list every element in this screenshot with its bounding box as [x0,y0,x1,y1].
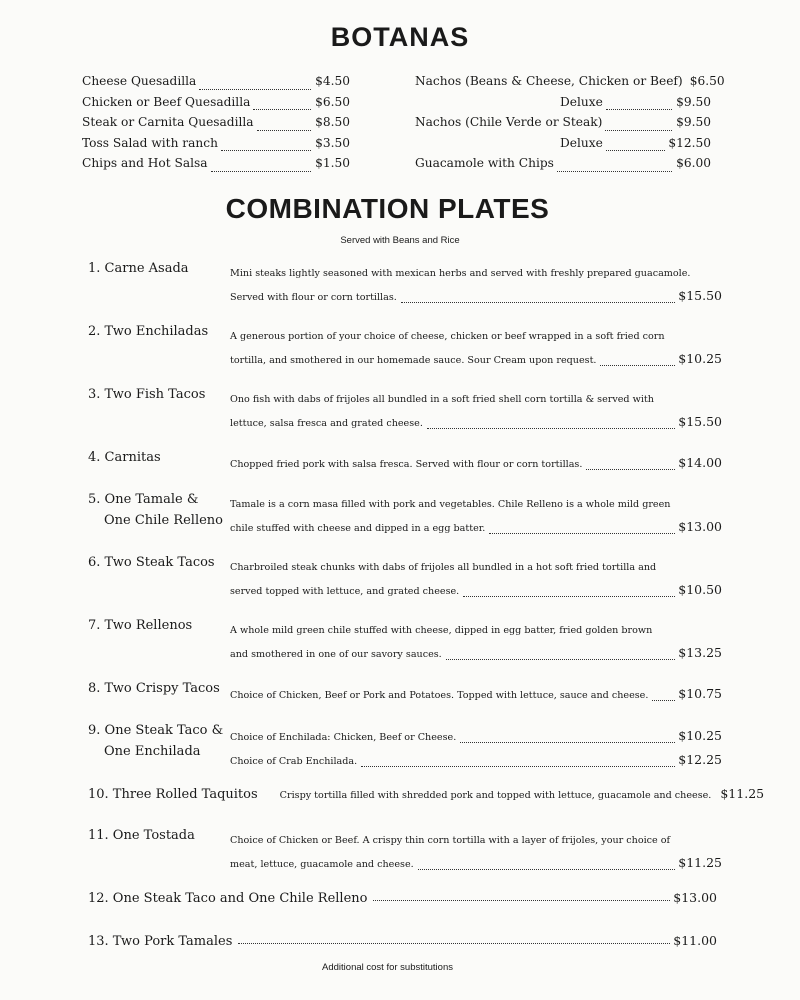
combo-item-price: $13.00 [678,519,722,534]
botanas-item: Nachos (Chile Verde or Steak) $9.50 [415,115,711,129]
combo-item-price: $12.25 [678,752,722,767]
combo-item-price: $11.00 [673,933,717,948]
combo-item-description: Chopped fried pork with salsa fresca. Served with flour or corn tortillas. $14.00 [230,452,722,476]
combo-item-name: 13. Two Pork Tamales [88,934,233,949]
botanas-left-column [82,74,350,177]
combo-item-price: $13.00 [673,890,717,905]
combo-item-name: 2. Two Enchiladas [88,324,209,339]
combo-item-name: 7. Two Rellenos [88,618,193,633]
botanas-item: Deluxe $9.50 [560,94,711,109]
combo-item-description: Charbroiled steak chunks with dabs of frijoles all bundled in a hot soft fried tortilla and served topped with lettuce, and grated cheese. $10.50 [230,557,722,603]
combo-item-description: Tamale is a corn masa filled with pork and vegetables. Chile Relleno is a whole mild green chile stuffed with cheese and dipped in a egg batter. $13.00 [230,494,722,540]
combo-item-name: 5. One Tamale & [88,492,199,507]
combo-item-description: Crispy tortilla filled with shredded pork and topped with lettuce, guacamole and cheese. [279,790,712,801]
combo-item-name-line2: One Enchilada [104,744,201,759]
botanas-item: Toss Salad with ranch $3.50 [82,135,350,150]
combo-item-description: A whole mild green chile stuffed with cheese, dipped in egg batter, fried golden brown and smothered in one of our savory sauces. $13.25 [230,620,722,666]
botanas-item: Deluxe $12.50 [560,135,711,150]
combo-item-price: $10.25 [678,728,722,743]
combo-item-price: $10.50 [678,582,722,597]
combination-plates-subtitle: Served with Beans and Rice [340,235,460,246]
combo-item-price: $11.25 [720,786,765,801]
combo-item-price: $13.25 [678,645,722,660]
substitution-note: Additional cost for substitutions [322,962,453,973]
botanas-right-column [415,74,725,177]
botanas-title: BOTANAS [330,22,470,52]
combo-item-name: 12. One Steak Taco and One Chile Relleno [88,891,368,906]
combo-item-price: $11.25 [678,855,722,870]
botanas-item: Chips and Hot Salsa $1.50 [82,156,350,170]
combo-item [88,890,717,906]
combo-item-price: $14.00 [678,455,722,470]
combo-item-description: Choice of Chicken, Beef or Pork and Potatoes. Topped with lettuce, sauce and cheese. $10.75 [230,683,722,707]
combo-item-name: 8. Two Crispy Tacos [88,681,220,696]
combo-item-name: 11. One Tostada [88,828,195,843]
combo-item-description: Mini steaks lightly seasoned with mexican herbs and served with freshly prepared guacamole. Served with flour or corn tortillas. $15.50 [230,263,722,309]
combo-item-name: 1. Carne Asada [88,261,189,276]
combo-item-price: $10.75 [678,686,722,701]
combo-item-name: 3. Two Fish Tacos [88,387,206,402]
combo-item [88,786,765,802]
combo-item-name: 10. Three Rolled Taquitos [88,787,258,802]
combo-item-name: 9. One Steak Taco & [88,723,224,738]
combo-item-name: 4. Carnitas [88,450,161,465]
combo-item-name: 6. Two Steak Tacos [88,555,215,570]
combo-item-description: Choice of Chicken or Beef. A crispy thin corn tortilla with a layer of frijoles, your choice of meat, lettuce, guacamole and cheese. $11.25 [230,830,722,876]
combo-item [88,933,717,949]
combo-item-description: A generous portion of your choice of cheese, chicken or beef wrapped in a soft fried corn tortilla, and smothered in our homemade sauce. Sour Cream upon request. $10.25 [230,326,722,372]
combo-item-price: $10.25 [678,351,722,366]
combo-item-price: $15.50 [678,288,722,303]
combination-plates-title: COMBINATION PLATES [225,193,550,224]
botanas-item: Nachos (Beans & Cheese, Chicken or Beef) $6.50 [415,74,725,88]
combo-item-name-line2: One Chile Relleno [104,513,224,528]
combo-item-description: Choice of Enchilada: Chicken, Beef or Cheese. $10.25 Choice of Crab Enchilada. $12.25 [230,725,722,773]
combo-item-price: $15.50 [678,414,722,429]
botanas-item: Steak or Carnita Quesadilla $8.50 [82,115,350,129]
botanas-item: Chicken or Beef Quesadilla $6.50 [82,94,350,109]
botanas-item: Cheese Quesadilla $4.50 [82,74,350,88]
combo-item-description: Ono fish with dabs of frijoles all bundled in a soft fried shell corn tortilla & served with lettuce, salsa fresca and grated cheese. $15.50 [230,389,722,435]
botanas-item: Guacamole with Chips $6.00 [415,156,711,170]
